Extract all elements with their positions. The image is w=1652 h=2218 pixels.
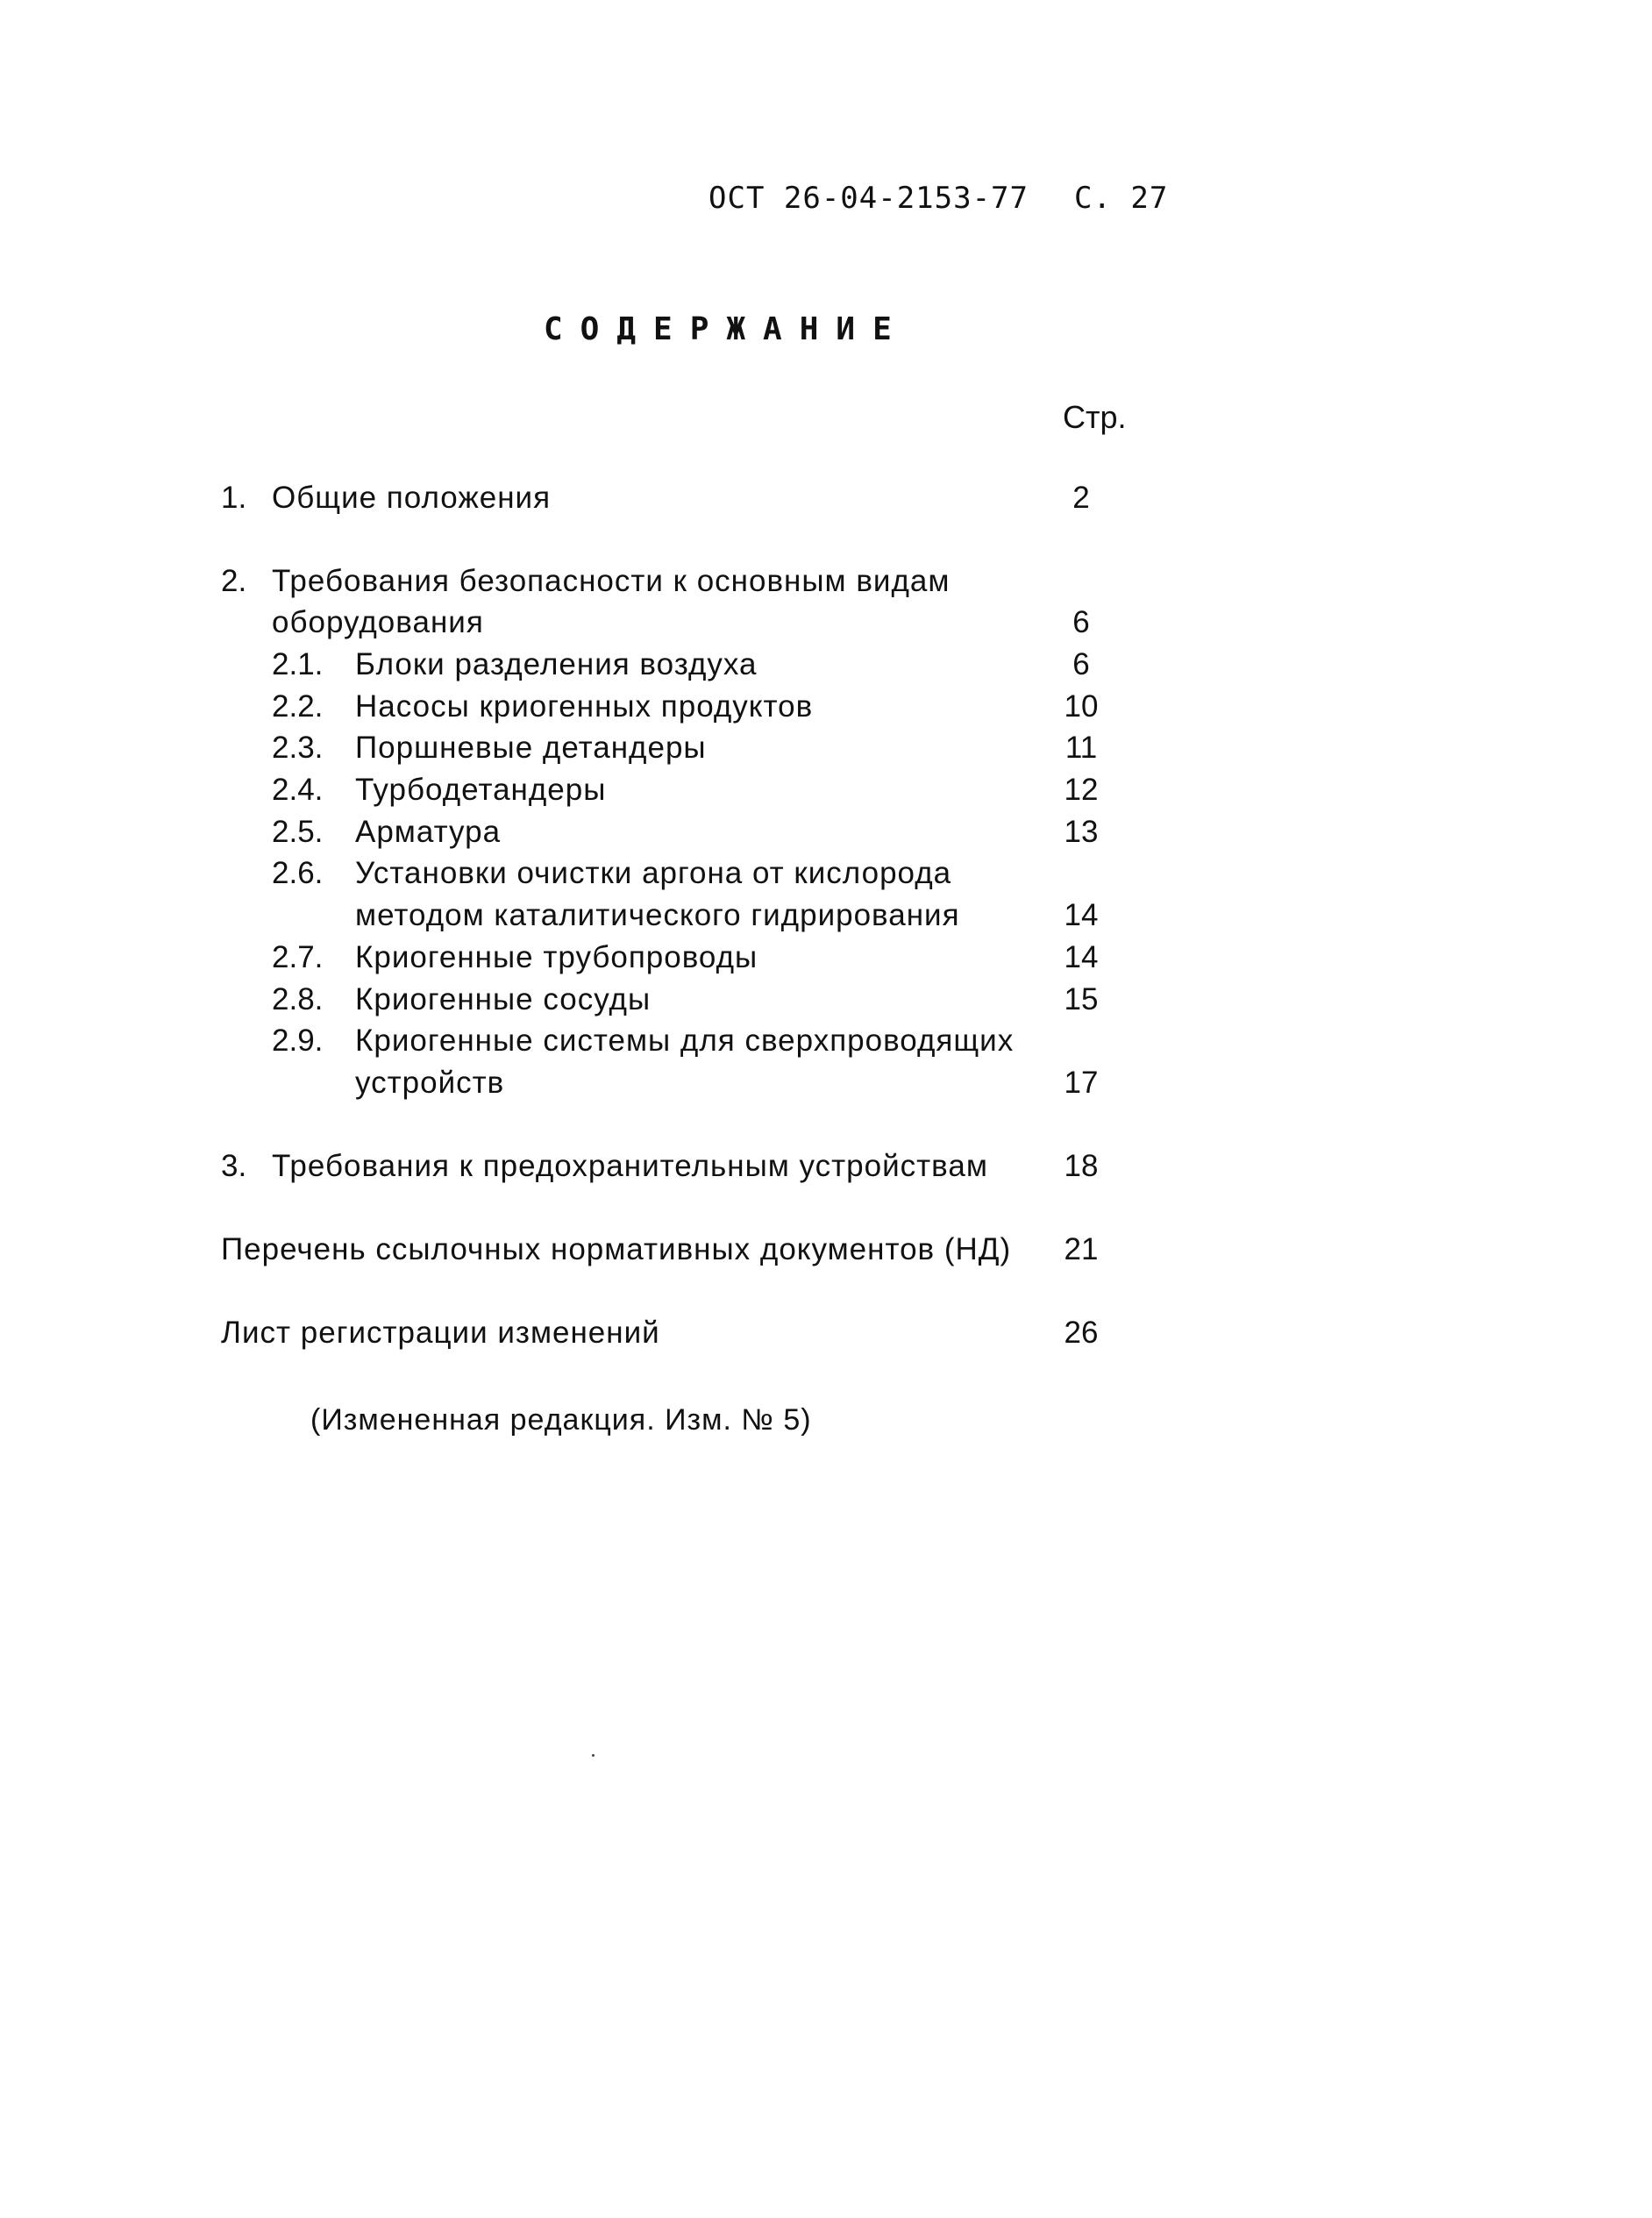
toc-1-page: 2 [1072, 481, 1090, 515]
toc-3-number: 3. [221, 1149, 247, 1183]
toc-2-9-page: 17 [1064, 1066, 1099, 1100]
toc-changes-page: 26 [1064, 1316, 1099, 1350]
page-title: СОДЕРЖАНИЕ [544, 311, 909, 347]
toc-2-8-page: 15 [1064, 982, 1099, 1016]
toc-2-7-page: 14 [1064, 940, 1099, 974]
toc-2-6-title-line2: методом каталитического гидрирования [355, 898, 960, 932]
toc-changes-title: Лист регистрации изменений [221, 1316, 660, 1350]
toc-2-9-title-line2: устройств [355, 1066, 505, 1100]
page-header [709, 181, 1168, 216]
toc-1-number: 1. [221, 481, 247, 515]
toc-2-2-title: Насосы криогенных продуктов [355, 689, 814, 724]
toc-2-6-title-line1: Установки очистки аргона от кислорода [355, 856, 952, 890]
toc-2-8-number: 2.8. [272, 982, 324, 1016]
toc-2-6-page: 14 [1064, 898, 1099, 932]
toc-2-1-page: 6 [1072, 647, 1090, 681]
toc-2-5-title: Арматура [355, 815, 502, 849]
scan-speck [592, 1754, 595, 1757]
toc-2-4-title: Турбодетандеры [355, 773, 607, 807]
toc-2-9-number: 2.9. [272, 1023, 324, 1058]
toc-2-2-number: 2.2. [272, 689, 324, 724]
toc-2-9-title-line1: Криогенные системы для сверхпроводящих [355, 1023, 1015, 1058]
toc-references-title: Перечень ссылочных нормативных документов (НД) [221, 1232, 1012, 1266]
toc-2-number: 2. [221, 564, 247, 598]
toc-2-title-line2: оборудования [272, 605, 484, 639]
toc-2-7-number: 2.7. [272, 940, 324, 974]
toc-2-2-page: 10 [1064, 689, 1099, 724]
toc-2-4-page: 12 [1064, 773, 1099, 807]
revision-note: (Измененная редакция. Изм. № 5) [310, 1403, 812, 1437]
toc-2-3-number: 2.3. [272, 731, 324, 765]
toc-2-7-title: Криогенные трубопроводы [355, 940, 758, 974]
toc-2-4-number: 2.4. [272, 773, 324, 807]
toc-2-8-title: Криогенные сосуды [355, 982, 652, 1016]
toc-3-title: Требования к предохранительным устройствам [272, 1149, 988, 1183]
toc-2-5-page: 13 [1064, 815, 1099, 849]
toc-2-1-number: 2.1. [272, 647, 324, 681]
toc-2-1-title: Блоки разделения воздуха [355, 647, 758, 681]
toc-2-page: 6 [1072, 605, 1090, 639]
toc-2-5-number: 2.5. [272, 815, 324, 849]
page-number: С. 27 [1074, 181, 1169, 216]
pages-column-header: Стр. [1063, 399, 1127, 435]
toc-3-page: 18 [1064, 1149, 1099, 1183]
toc-2-3-page: 11 [1065, 731, 1098, 765]
toc-2-3-title: Поршневые детандеры [355, 731, 707, 765]
standard-number: ОСТ 26-04-2153-77 [709, 181, 1029, 216]
toc-1-title: Общие положения [272, 481, 552, 515]
toc-references-page: 21 [1064, 1232, 1099, 1266]
toc-2-6-number: 2.6. [272, 856, 324, 890]
toc-2-title-line1: Требования безопасности к основным видам [272, 564, 951, 598]
